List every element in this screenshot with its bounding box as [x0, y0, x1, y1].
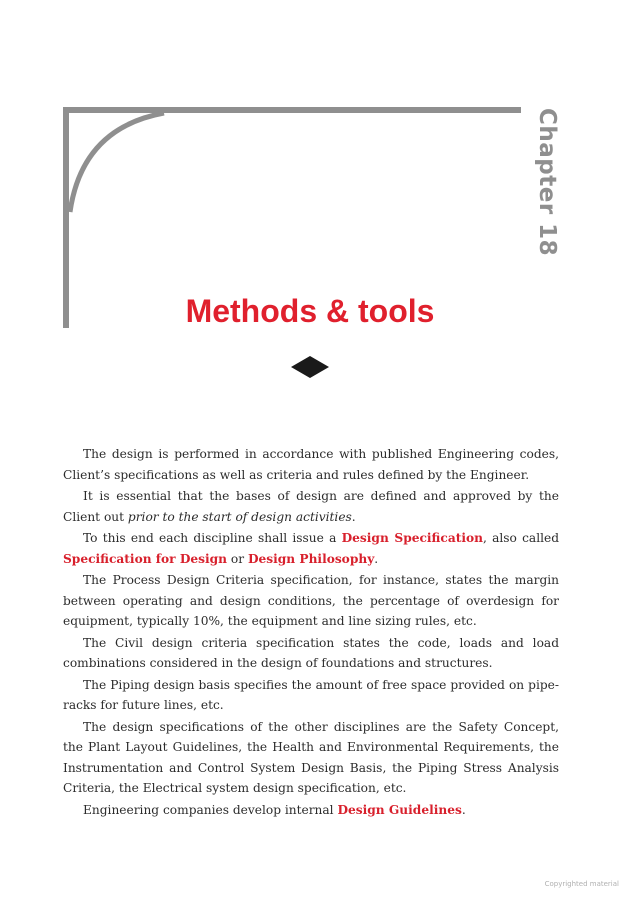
copyright-notice: Copyrighted material: [544, 880, 619, 888]
body-paragraph: [63, 528, 559, 569]
highlighted-term: Design Guidelines: [337, 802, 462, 817]
chapter-number-label: Chapter 18: [534, 108, 560, 257]
diamond-ornament-icon: [291, 356, 329, 378]
paragraph-text: The Process Design Criteria specification, for instance, states the margin between operating and design conditions, the percentage of overdesign for equipment, typically 10%, the equipment and line sizing rules, etc.: [63, 573, 559, 628]
body-paragraph: [63, 570, 559, 632]
paragraph-text: or: [227, 551, 248, 566]
highlighted-term: Design Philosophy: [247, 551, 375, 566]
emphasized-text: prior to the start of design activities: [127, 509, 352, 524]
body-paragraph: [63, 633, 559, 674]
highlighted-term: Design Specification: [341, 531, 483, 545]
highlighted-term: Specification for Design: [63, 551, 228, 566]
paragraph-text: .: [374, 551, 379, 566]
paragraph-text: The design is performed in accordance with published Engineering codes, Client’s specifications as well as criteria and rules defined by the Engineer.: [63, 447, 559, 482]
frame-top-bar: [63, 107, 521, 113]
body-paragraph: [63, 675, 559, 716]
paragraph-text: , also called: [482, 531, 559, 545]
paragraph-text: .: [461, 802, 466, 817]
chapter-title: Methods & tools: [185, 293, 435, 329]
paragraph-text: The Piping design basis specifies the amount of free space provided on pipe-racks for future lines, etc.: [63, 677, 559, 712]
chapter-body-text: [63, 444, 559, 821]
paragraph-text: The Civil design criteria specification states the code, loads and load combinations considered in the design of foundations and structures.: [63, 635, 559, 670]
paragraph-text: The design specifications of the other disciplines are the Safety Concept, the Plant Layout Guidelines, the Health and Environmental Requirements, the Instrumentation and Control System Design Basis, the Piping Stress Analysis Criteria, the Electrical system design specification, etc.: [63, 719, 559, 795]
body-paragraph: [63, 800, 559, 821]
body-paragraph: [63, 486, 559, 527]
paragraph-text: To this end each discipline shall issue a: [83, 531, 342, 545]
paragraph-text: It is essential that the bases of design are defined and approved by the Client out: [63, 489, 559, 524]
paragraph-text: .: [351, 509, 356, 524]
paragraph-text: Engineering companies develop internal: [83, 802, 338, 817]
frame-left-bar: [63, 107, 69, 328]
body-paragraph: [63, 717, 559, 799]
body-paragraph: [63, 444, 559, 485]
frame-corner-arc: [70, 113, 164, 212]
